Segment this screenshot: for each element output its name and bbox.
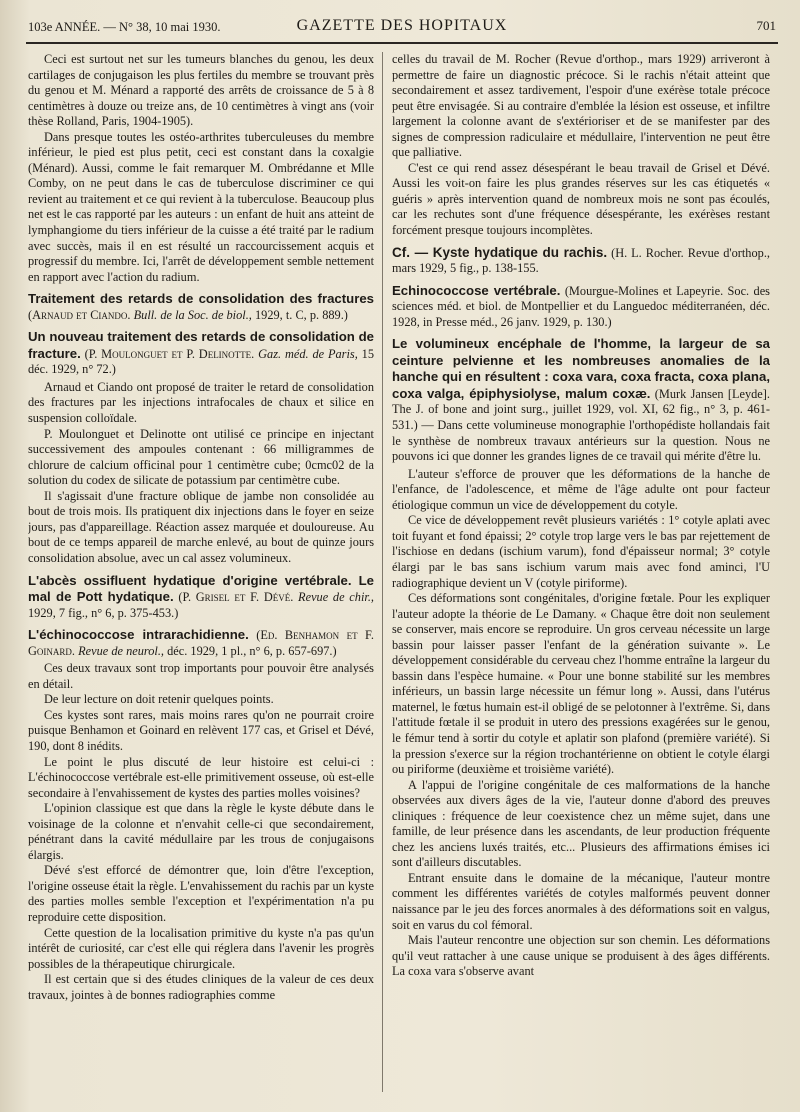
section-authors: (Arnaud et Ciando. <box>28 307 131 322</box>
section-authors: (P. Moulonguet et P. Delinotte. <box>84 346 255 361</box>
paragraph: L'auteur s'efforce de prouver que les déformations de la hanche de l'enfance, de l'adolescence, et même de l'âge adulte ont pour facteur étiologique commun un vice de développement du cotyle. <box>392 466 770 512</box>
section-heading <box>392 283 770 331</box>
paragraph: Ce vice de développement revêt plusieurs variétés : 1° cotyle aplati avec toit fuyant et fond épaissi; 2° cotyle trop large vers le bas par rejettement de l'ischiose en dedans (ischium varum), fond d'épaisseur normal; 3° cotyle élargi par le bas sans ischium varum mais avec fond aminci, l'U radiographique devient un V (cotyle piriforme). <box>392 513 770 590</box>
section-heading <box>28 329 374 378</box>
section-ref: déc. 1929, 1 pl., n° 6, p. 657-697.) <box>167 643 337 658</box>
paragraph: celles du travail de M. Rocher (Revue d'orthop., mars 1929) arriveront à permettre de faire un diagnostic précoce. Si le rachis n'était atteint que secondairement et assez tardivement, l'espoir d'une exérèse totale précoce peut être envisagée. Si au contraire d'emblée la lésion est osseuse, et infiltre largement la colonne avant de s'extérioriser et de se manifester par des signes de compression radiculaire et médullaire, l'intervention ne peut être que palliative. <box>392 52 770 160</box>
page-number: 701 <box>756 18 776 33</box>
paragraph: Mais l'auteur rencontre une objection sur son chemin. Les déformations qu'il veut rattacher à une cause unique se produisent à des âges différents. La coxa vara s'observe avant <box>392 933 770 979</box>
section-journal: Bull. de la Soc. de biol., <box>133 307 252 322</box>
right-column <box>392 52 770 1098</box>
paragraph: Cette question de la localisation primitive du kyste n'a pas qu'un intérêt de curiosité, car c'est elle qui réglera dans l'avenir les progrès possibles de la thérapeutique chirurgicale. <box>28 925 374 971</box>
paragraph: Ces deux travaux sont trop importants pour pouvoir être analysés en détail. <box>28 661 374 691</box>
section-title: Cf. — Kyste hydatique du rachis. <box>392 244 608 260</box>
section-ref: 1929, t. C, p. 889.) <box>254 307 348 322</box>
paragraph: C'est ce qui rend assez désespérant le beau travail de Grisel et Dévé. Aussi les voit-on faire les plus grandes réserves sur les cas étiquetés « guéris » après intervention quand de nombreux mois ne sont pas écoulés, car les rechutes sont d'une fréquence désespérante, les exérèses restant forcément presque toujours incomplètes. <box>392 160 770 238</box>
section-title: Le volumineux encéphale de l'homme, la largeur de sa ceinture pelvienne et les nombreuses anomalies de la hanche qui en résultent : coxa vara, coxa fracta, coxa plana, coxa valga, épiphysiolyse, malum coxæ. <box>392 336 770 401</box>
section-authors: (P. Grisel et F. Dévé. <box>178 590 294 605</box>
section-journal: Gaz. méd. de Paris, <box>258 346 358 361</box>
section-journal: Revue de chir., <box>298 590 374 605</box>
section-title: Echinococcose vertébrale. <box>392 282 561 298</box>
section-title: Un nouveau traitement des retards de consolidation de fracture. <box>28 329 374 361</box>
section-ref: 1929, 7 fig., n° 6, p. 375-453.) <box>28 605 179 620</box>
section-heading <box>28 291 374 323</box>
paragraph: Dans presque toutes les ostéo-arthrites tuberculeuses du membre inférieur, le pied est plus petit, ceci est constant dans la coxalgie (Ménard). Aussi, comme le fait remarquer M. Ombrédanne et Mlle Comby, on ne peut dans le cas de tuberculose discriminer ce qui revient au traitement et ce qui revient à la tuberculose. Beaucoup plus net est le cas rapporté par les auteurs : un enfant de huit ans atteint de lymphangiome du tiers inférieur de la cuisse a été traité par le radium avec succès, mais il en est résulté un raccourcissement acquis et progressif du membre. Ici, l'arrêt de développement semble nettement en rapport avec l'action du radium. <box>28 129 374 284</box>
paragraph: P. Moulonguet et Delinotte ont utilisé ce principe en injectant successivement des ampoules contenant : 66 milligrammes de chlorure de calcium officinal pour 1 centimètre cube; 0cmc02 de la solution du codex de silicate de potassium par centimètre cube. <box>28 426 374 488</box>
paragraph: Entrant ensuite dans le domaine de la mécanique, l'auteur montre comment les différentes variétés de cotyles malformés peuvent donner naissance par le jeu des forces anormales à des déformations soit en valgus, soit en varus du col fémoral. <box>392 870 770 932</box>
section-ref: 15 déc. 1929, n° 72.) <box>28 346 374 377</box>
section-title: Traitement des retards de consolidation des fractures <box>28 291 374 307</box>
paragraph: Ceci est surtout net sur les tumeurs blanches du genou, les deux cartilages de conjugaison les plus fertiles du membre se trouvant près du genou et M. Ménard a rapporté des arrêts de croissance de 5 à 8 centimètres à douze ou treize ans, de 10 centimètres à vingt ans (voir thèse Rolland, Paris, 1904-1905). <box>28 52 374 129</box>
left-column <box>28 52 374 1098</box>
section-title: L'abcès ossifluent hydatique d'origine vertébrale. Le mal de Pott hydatique. <box>28 572 374 605</box>
paragraph: A l'appui de l'origine congénitale de ces malformations de la hanche observées aux divers âges de la vie, l'auteur donne d'abord des preuves cliniques : fréquence de leur coexistence chez un même sujet, dans une famille, de leur présence dans les ascendants, de leur production fréquente chez les anciens luxés traités, etc... Plusieurs des affirmations émises ici sont d'ailleurs discutables. <box>392 777 770 870</box>
journal-title: GAZETTE DES HOPITAUX <box>296 17 508 34</box>
paragraph: Il s'agissait d'une fracture oblique de jambe non consolidée au bout de trois mois. Ils pratiquent dix injections dans le foyer en seize jours, pas d'appareillage. Réaction assez marquée et douloureuse. Au bout de ce temps appareil de marche enlevé, au bout de quinze jours consolidation absolue, avec un cal assez volumineux. <box>28 488 374 565</box>
section-heading <box>28 573 374 622</box>
section-journal: Revue de neurol., <box>78 643 165 658</box>
section-heading <box>392 245 770 277</box>
section-title: L'échinococcose intrarachidienne. <box>28 627 249 643</box>
issue-info: 103e ANNÉE. — N° 38, 10 mai 1930. <box>28 20 221 34</box>
column-divider <box>382 52 383 1092</box>
section-authors: (Ed. Benhamon et F. Goinard. <box>28 628 374 658</box>
paragraph: Il est certain que si des études cliniques de la valeur de ces deux travaux, jointes à de bonnes radiographies comme <box>28 972 374 1002</box>
paragraph: Dévé s'est efforcé de démontrer que, loin d'être l'exception, l'origine osseuse était la règle. L'envahissement du rachis par un kyste des parties molles semble l'exception et l'expérimentation n'a pu reproduire cette disposition. <box>28 863 374 924</box>
paragraph: Le point le plus discuté de leur histoire est celui-ci : L'échinococcose vertébrale est-elle primitivement osseuse, où est-elle secondaire à l'envahissement de kystes des parties molles voisines? <box>28 754 374 800</box>
section-body: — Dans cette volumineuse monographie l'orthopédiste hollandais fait le synthèse de nombreux travaux antérieurs sur la question. Nous ne pouvons ici que donner les grandes lignes de ce travail qui mérite d'être lu. <box>392 418 770 464</box>
page-header <box>26 12 778 44</box>
section-heading <box>28 627 374 659</box>
paragraph: L'opinion classique est que dans la règle le kyste débute dans le voisinage de la colonne et n'envahit celle-ci que secondairement, pénétrant dans la cavité médullaire par les trous de conjugaisons élargis. <box>28 801 374 862</box>
paragraph: Ces déformations sont congénitales, d'origine fœtale. Pour les expliquer l'auteur adopte la théorie de Le Damany. « Chaque être doit non seulement se conserver, mais encore se reproduire. Un gros cerveau nécessite un large bassin pour laisser passer l'enfant de la génération suivante ». Le développement considérable du cerveau chez l'homme entraîne la largeur du bassin dans l'espèce humaine. « Pour une bonne stabilité sur les membres inférieurs, un bassin large nécessite un fémur long ». Aussi, dans l'utérus maternel, le fœtus humain est-il obligé de se pelotonner à l'extrême. Si, dans l'attitude fœtale il se produit in utero des pressions exagérées sur le genou, le fémur tend à sortir du cotyle et aplatir son plafond (première variété). Si la pression s'exerce sur la région trochantérienne on obtient le cotyle élargi ou piriforme (deuxième et troisième variété). <box>392 591 770 777</box>
section-ref: (H. L. Rocher. Revue d'orthop., mars 1929, 5 fig., p. 138-155. <box>392 245 770 276</box>
paragraph: Arnaud et Ciando ont proposé de traiter le retard de consolidation des fractures par les injections intrafocales de chaux et silice en suspension colloïdale. <box>28 379 374 426</box>
paragraph: De leur lecture on doit retenir quelques points. <box>44 692 274 707</box>
paragraph: Ces kystes sont rares, mais moins rares qu'on ne pourrait croire puisque Benhamon et Goinard en relèvent 177 cas, et Grisel et Dévé, 190, dont 8 inédits. <box>28 707 374 753</box>
section-ref: (Murk Jansen [Leyde]. The J. of bone and joint surg., juillet 1929, vol. XI, 62 fig., n° 3, p. 461-531.) <box>392 386 770 433</box>
section-heading <box>392 336 770 464</box>
section-ref: (Mourgue-Molines et Lapeyrie. Soc. des sciences méd. et biol. de Montpellier et du Languedoc méditerranéen, déc. 1928, in Presse méd., 26 janv. 1929, p. 130.) <box>392 283 770 329</box>
